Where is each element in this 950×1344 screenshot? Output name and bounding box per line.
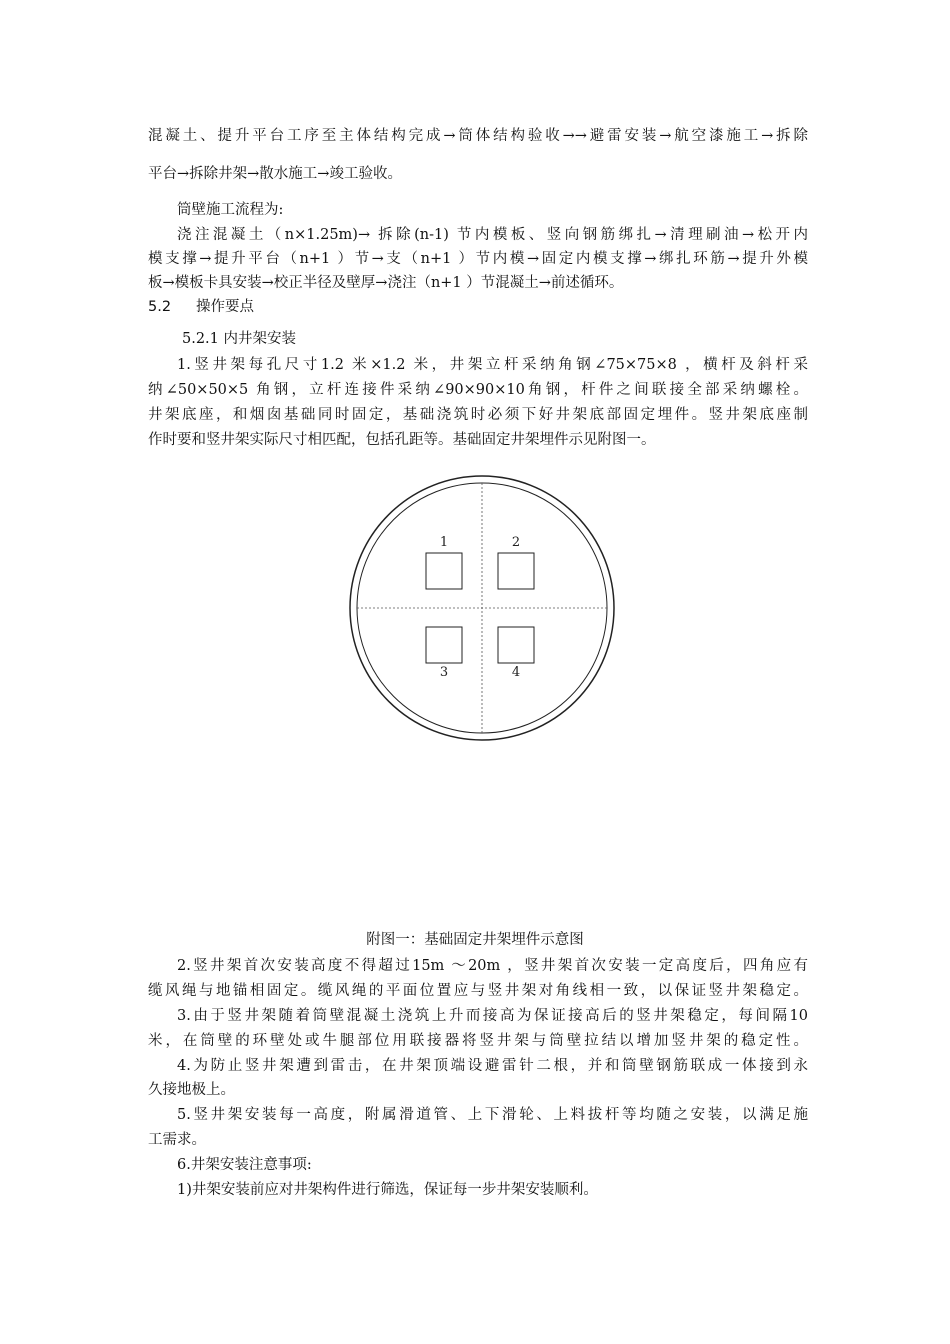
paragraph-line: 混凝土、提升平台工序至主体结构完成→筒体结构验收→→避雷安装→航空漆施工→拆除 <box>148 128 808 144</box>
embed-label-1: 1 <box>439 535 449 550</box>
paragraph-line: 1)井架安装前应对井架构件进行筛选，保证每一步井架安装顺利。 <box>177 1182 598 1198</box>
foundation-embed-diagram <box>346 468 626 748</box>
paragraph-line: 模支撑→提升平台（n+1 ）节→支（n+1 ）节内模→固定内模支撑→绑扎环筋→提升外模 <box>148 251 808 267</box>
paragraph-line: 4.为防止竖井架遭到雷击，在井架顶端设避雷针二根，并和筒壁钢筋联成一体接到永 <box>177 1058 808 1074</box>
section-number: 5.2 <box>148 299 172 315</box>
paragraph-line: 6.井架安装注意事项: <box>177 1157 312 1173</box>
paragraph-line: 3.由于竖井架随着筒壁混凝土浇筑上升而接高为保证接高后的竖井架稳定，每间隔10 <box>177 1008 808 1024</box>
paragraph-line: 工需求。 <box>148 1132 206 1148</box>
embed-label-2: 2 <box>511 535 521 550</box>
paragraph-line: 平台→拆除井架→散水施工→竣工验收。 <box>148 166 402 182</box>
paragraph-line: 米，在筒壁的环壁处或牛腿部位用联接器将竖井架与筒壁拉结以增加竖井架的稳定性。 <box>148 1033 808 1049</box>
paragraph-line: 2.竖井架首次安装高度不得超过15m ～20m ，竖井架首次安装一定高度后，四角应有 <box>177 958 808 974</box>
section-heading <box>148 297 808 317</box>
paragraph-line: 井架底座，和烟囱基础同时固定，基础浇筑时必须下好井架底部固定埋件。竖井架底座制 <box>148 407 808 423</box>
embed-square-4 <box>498 627 534 663</box>
paragraph-line: 浇注混凝土（n×1.25m)→ 拆除(n-1) 节内模板、竖向钢筋绑扎→清理刷油→松开内 <box>177 227 808 243</box>
paragraph-line: 缆风绳与地锚相固定。缆风绳的平面位置应与竖井架对角线相一致，以保证竖井架稳定。 <box>148 983 808 999</box>
embed-label-3: 3 <box>439 665 449 680</box>
paragraph-line: 纳∠50×50×5 角钢，立杆连接件采纳∠90×90×10角钢，杆件之间联接全部采纳螺栓。 <box>148 382 808 398</box>
figure-caption: 附图一：基础固定井架埋件示意图 <box>366 932 584 948</box>
section-title: 操作要点 <box>196 299 254 315</box>
subsection-heading: 5.2.1 内井架安装 <box>182 331 297 347</box>
paragraph-line: 久接地极上。 <box>148 1082 235 1098</box>
embed-label-4: 4 <box>511 665 521 680</box>
paragraph-line: 5.竖井架安装每一高度，附属滑道管、上下滑轮、上料拔杆等均随之安装，以满足施 <box>177 1107 808 1123</box>
embed-square-2 <box>498 553 534 589</box>
paragraph-line: 1.竖井架每孔尺寸1.2 米×1.2 米，井架立杆采纳角钢∠75×75×8 ，横杆及斜杆采 <box>177 357 808 373</box>
paragraph-line: 板→模板卡具安装→校正半径及壁厚→浇注（n+1 ）节混凝土→前述循环。 <box>148 275 624 291</box>
paragraph-line: 作时要和竖井架实际尺寸相匹配，包括孔距等。基础固定井架埋件示见附图一。 <box>148 432 656 448</box>
embed-square-3 <box>426 627 462 663</box>
embed-square-1 <box>426 553 462 589</box>
paragraph-line: 筒壁施工流程为: <box>177 202 284 218</box>
